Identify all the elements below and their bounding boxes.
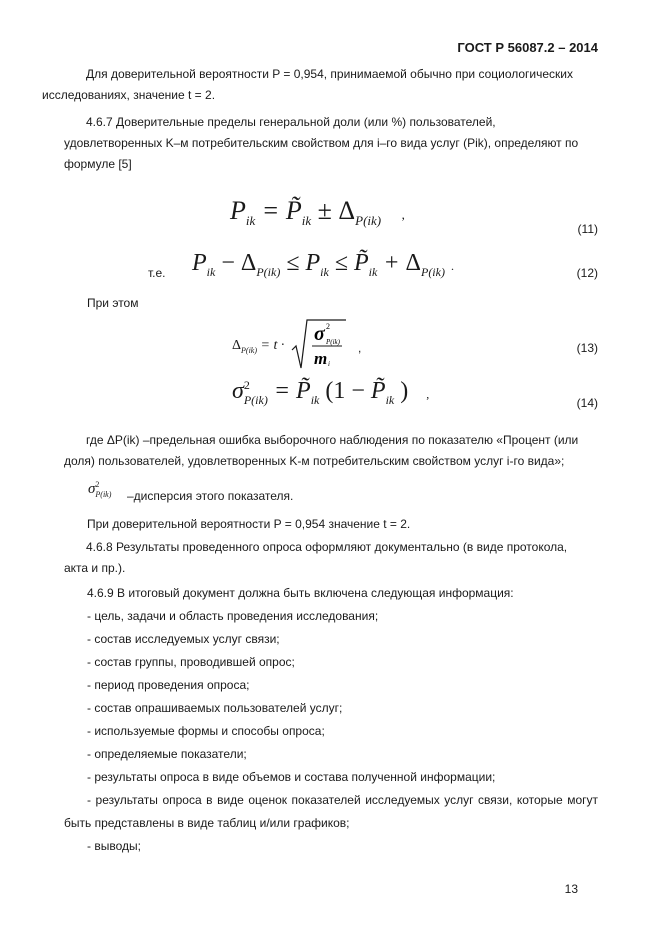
paragraph-4-6-8 — [64, 537, 598, 579]
list-item: - результаты опроса в виде объемов и состава полученной информации; — [87, 770, 496, 784]
paragraph-line: где ΔP(ik) –предельная ошибка выборочного наблюдения по показателю «Процент (или — [86, 433, 579, 447]
formula-11: $P_{ik}$ = $P̃_{ik} \pm \Delta_{P(ik)}$ , — [230, 196, 405, 229]
formula-12: $P_{ik} - \Delta_{P(ik)} \le P_{ik}$ ≤ $P̃_{ik} + \Delta_{P(ik)}$ . — [192, 250, 454, 279]
list-item: - цель, задачи и область проведения исследования; — [87, 609, 379, 623]
list-item: - выводы; — [87, 839, 141, 853]
paragraph-line: Для доверительной вероятности P = 0,954, принимаемой обычно при социологических — [86, 67, 574, 81]
formula-14: $\sigma^2_{P(ik)}$ = $P̃_{ik}$ ($1 - P̃_{ik}$ ) , — [232, 378, 430, 407]
svg-text:i: i — [328, 360, 330, 368]
list-item: - результаты опроса в виде оценок показателей исследуемых услуг связи, которые могут — [87, 793, 598, 807]
list-item: - состав группы, проводившей опрос; — [87, 655, 295, 669]
formula-13-radical — [290, 316, 350, 372]
te-label: т.е. — [148, 266, 166, 280]
paragraph-line: акта и пр.). — [64, 561, 126, 575]
paragraph-line: 4.6.7 Доверительные пределы генеральной доли (или %) пользователей, — [86, 115, 496, 129]
paragraph-confidence — [42, 64, 598, 106]
paragraph-where — [64, 430, 598, 472]
paragraph-line: 4.6.8 Результаты проведенного опроса оформляют документально (в виде протокола, — [86, 540, 568, 554]
svg-text:P(ik): P(ik) — [326, 338, 340, 346]
paragraph-line: удовлетворенных K–м потребительским свойством для i–го вида услуг (Pik), определяют по — [64, 136, 579, 150]
paragraph-line: исследованиях, значение t = 2. — [42, 88, 216, 102]
list-item: - используемые формы и способы опроса; — [87, 724, 325, 738]
comma: , — [358, 341, 362, 355]
document-code-header: ГОСТ Р 56087.2 – 2014 — [457, 40, 598, 55]
svg-text:2: 2 — [326, 322, 330, 331]
list-item: - определяемые показатели; — [87, 747, 247, 761]
page-number: 13 — [564, 882, 578, 896]
dispersion-text: –дисперсия этого показателя. — [127, 489, 294, 503]
equation-number-13: (13) — [576, 341, 598, 355]
list-item: - состав опрашиваемых пользователей услуг; — [87, 701, 343, 715]
paragraph-line: доля) пользователей, удовлетворенных K-м потребительским свойством услуг i-го вида»; — [64, 454, 565, 468]
list-item: - период проведения опроса; — [87, 678, 250, 692]
formula-13-left: $\Delta_{P(ik)} = t$ · — [232, 338, 285, 355]
paragraph-line: формуле [5] — [64, 157, 132, 171]
equation-number-12: (12) — [576, 266, 598, 280]
paragraph-4-6-9: 4.6.9 В итоговый документ должна быть включена следующая информация: — [87, 586, 514, 600]
equation-number-11: (11) — [577, 222, 598, 236]
list-item: - состав исследуемых услуг связи; — [87, 632, 280, 646]
svg-text:σ: σ — [314, 323, 325, 345]
equation-number-14: (14) — [576, 396, 598, 410]
paragraph-confidence-2: При доверительной вероятности P = 0,954 значение t = 2. — [87, 517, 411, 531]
pri-etom-label: При этом — [87, 296, 139, 310]
paragraph-4-6-7 — [64, 112, 598, 175]
sigma-symbol: $\sigma^2_{P(ik)}$ — [88, 480, 112, 499]
list-item-continuation: быть представлены в виде таблиц и/или графиков; — [64, 816, 350, 830]
svg-text:m: m — [314, 349, 328, 368]
